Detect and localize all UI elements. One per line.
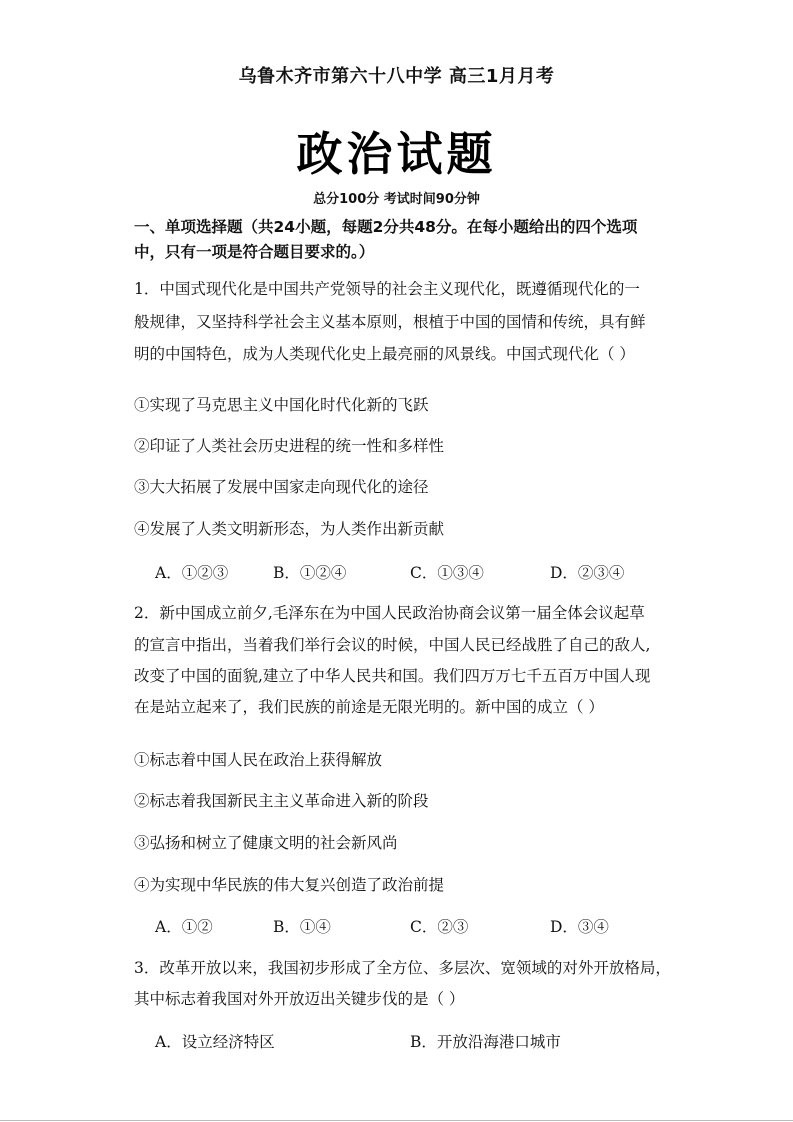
question-2-option-b[interactable]: B．①④ xyxy=(273,918,331,936)
question-2-statement-3: ③弘扬和树立了健康文明的社会新风尚 xyxy=(134,834,398,852)
question-2-statement-4: ④为实现中华民族的伟大复兴创造了政治前提 xyxy=(134,876,445,894)
section-heading: 一、单项选择题（共24小题，每题2分共48分。在每小题给出的四个选项中，只有一项是符合题目要求的。） xyxy=(134,218,638,261)
page-title: 政治试题 xyxy=(296,127,497,181)
question-1-statement-2: ②印证了人类社会历史进程的统一性和多样性 xyxy=(134,437,445,455)
question-2-statement-1: ①标志着中国人民在政治上获得解放 xyxy=(134,751,383,769)
question-2-stem-line-1: 2．新中国成立前夕,毛泽东在为中国人民政治协商会议第一届全体会议起草 xyxy=(134,604,645,622)
question-1-stem-line-2: 般规律，又坚持科学社会主义基本原则，根植于中国的国情和传统，具有鲜 xyxy=(134,313,646,331)
question-3-stem-line-1: 3．改革开放以来，我国初步形成了全方位、多层次、宽领域的对外开放格局， xyxy=(134,959,671,977)
exam-meta: 总分100分 考试时间90分钟 xyxy=(313,192,480,207)
question-1-option-b[interactable]: B．①②④ xyxy=(273,564,347,582)
question-3-stem-line-2: 其中标志着我国对外开放迈出关键步伐的是（ ） xyxy=(134,990,465,1008)
question-3-option-b[interactable]: B．开放沿海港口城市 xyxy=(410,1033,561,1051)
question-2-option-c[interactable]: C．②③ xyxy=(410,918,469,936)
school-exam-line: 乌鲁木齐市第六十八中学 高三1月月考 xyxy=(238,66,555,87)
question-2-stem-line-4: 在是站立起来了，我们民族的前途是无限光明的。新中国的成立（ ） xyxy=(134,698,604,716)
question-2-option-a[interactable]: A．①② xyxy=(155,918,213,936)
question-2-option-d[interactable]: D．③④ xyxy=(550,918,609,936)
question-1-statement-3: ③大大拓展了发展中国家走向现代化的途径 xyxy=(134,478,429,496)
question-1-option-a[interactable]: A．①②③ xyxy=(155,564,229,582)
question-1-option-d[interactable]: D．②③④ xyxy=(550,564,625,582)
question-2-statement-2: ②标志着我国新民主主义革命进入新的阶段 xyxy=(134,792,429,810)
question-1-statement-1: ①实现了马克思主义中国化时代化新的飞跃 xyxy=(134,396,429,414)
question-1-option-c[interactable]: C．①③④ xyxy=(410,564,484,582)
question-3-option-a[interactable]: A．设立经济特区 xyxy=(155,1033,275,1051)
question-2-stem-line-2: 的宣言中指出，当着我们举行会议的时候，中国人民已经战胜了自己的敌人, xyxy=(134,636,651,654)
question-2-stem-line-3: 改变了中国的面貌,建立了中华人民共和国。我们四万万七千五百万中国人现 xyxy=(134,667,651,685)
page-divider xyxy=(0,1120,793,1121)
question-1-stem-line-1: 1．中国式现代化是中国共产党领导的社会主义现代化，既遵循现代化的一 xyxy=(134,280,640,298)
question-1-statement-4: ④发展了人类文明新形态，为人类作出新贡献 xyxy=(134,520,445,538)
question-1-stem-line-3: 明的中国特色，成为人类现代化史上最亮丽的风景线。中国式现代化（ ） xyxy=(134,345,635,363)
